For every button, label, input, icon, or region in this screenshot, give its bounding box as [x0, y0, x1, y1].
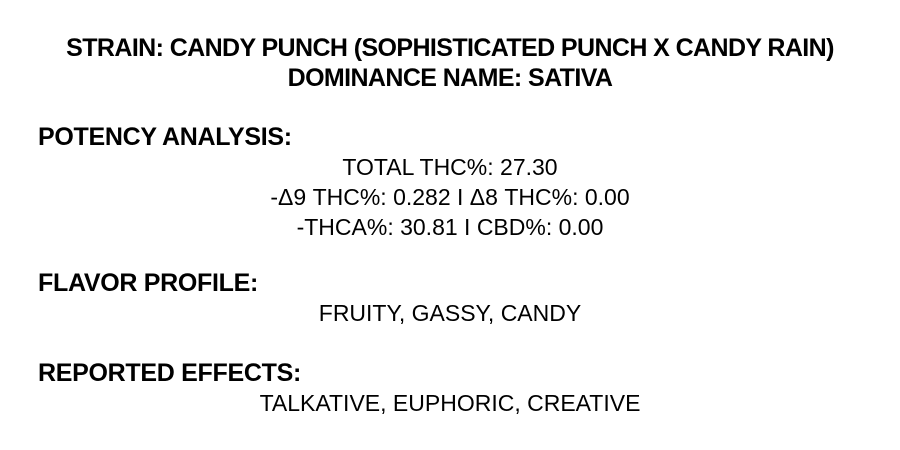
flavor-heading: FLAVOR PROFILE: — [38, 269, 259, 297]
effects-heading: REPORTED EFFECTS: — [38, 359, 301, 387]
total-thc-line: TOTAL THC%: 27.30 — [342, 154, 558, 180]
flavor-section — [0, 268, 900, 328]
delta9-delta8-thc-line: -Δ9 THC%: 0.282 I Δ8 THC%: 0.00 — [270, 184, 630, 210]
effects-section — [0, 358, 900, 418]
effects-list-line: TALKATIVE, EUPHORIC, CREATIVE — [259, 390, 641, 416]
flavor-list-line: FRUITY, GASSY, CANDY — [318, 300, 582, 326]
strain-title: STRAIN: CANDY PUNCH (SOPHISTICATED PUNCH X CANDY RAIN) — [66, 34, 834, 62]
thca-cbd-line: -THCA%: 30.81 I CBD%: 0.00 — [296, 214, 604, 240]
potency-section — [0, 122, 900, 242]
title-block — [0, 33, 900, 93]
potency-heading: POTENCY ANALYSIS: — [38, 123, 292, 151]
dominance-subtitle: DOMINANCE NAME: SATIVA — [287, 64, 613, 92]
